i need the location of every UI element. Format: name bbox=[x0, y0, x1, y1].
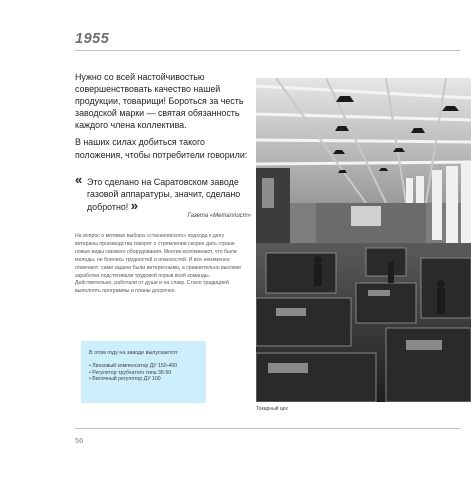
header-divider bbox=[75, 50, 460, 51]
workshop-photo bbox=[256, 78, 471, 402]
quote-source: Газета «Металлист» bbox=[187, 213, 251, 219]
info-box-title: В этом году на заводе выпускается: bbox=[89, 350, 179, 356]
photo-caption: Токарный цех bbox=[256, 406, 288, 412]
lead-paragraph-2: В наших силах добиться такого положения, чтобы потребители говорили: bbox=[75, 137, 248, 160]
info-box-list bbox=[89, 363, 206, 383]
lead-paragraphs bbox=[75, 71, 251, 166]
page-number: 56 bbox=[75, 436, 84, 445]
footer-divider bbox=[75, 428, 460, 429]
quote-close-mark: » bbox=[130, 198, 138, 214]
lead-paragraph-1: Нужно со всей настойчивостью совершенствовать качество нашей продукции, товарищи! Бороться за честь заводской марки — святая обязанность каждого члена коллектива. bbox=[75, 72, 244, 131]
quote-block bbox=[75, 172, 251, 214]
body-paragraph: На вопрос о мотивах выбора «стахановского» подхода к делу ветераны производства говорят о стремлении скорее дать стране новые виды газового оборудования. Многие вспоминают, что были молоды, не боялись трудностей и опасностей. И все неизменно отмечают: сами задачи были интересными, а сравнительно высокие заработки подстегивали трудовой порыв всей команды. Действительно, работали от души и на славу. Стало традицией выполнять программы и планы досрочно. bbox=[75, 233, 242, 295]
info-box-item: • Линзовый компенсатор ДУ 150-400 bbox=[89, 363, 206, 370]
info-box bbox=[81, 341, 206, 403]
quote bbox=[75, 172, 251, 214]
workshop-photo-image bbox=[256, 78, 471, 402]
info-box-item: • Вилочный регулятор ДУ 100 bbox=[89, 376, 206, 383]
info-box-item: • Регулятор трубчатого типа 38-50 bbox=[89, 370, 206, 377]
chapter-year: 1955 bbox=[75, 31, 110, 47]
quote-text: Это сделано на Саратовском заводе газовой аппаратуры, значит, сделано добротно! bbox=[87, 177, 241, 213]
quote-open-mark: « bbox=[75, 172, 83, 187]
